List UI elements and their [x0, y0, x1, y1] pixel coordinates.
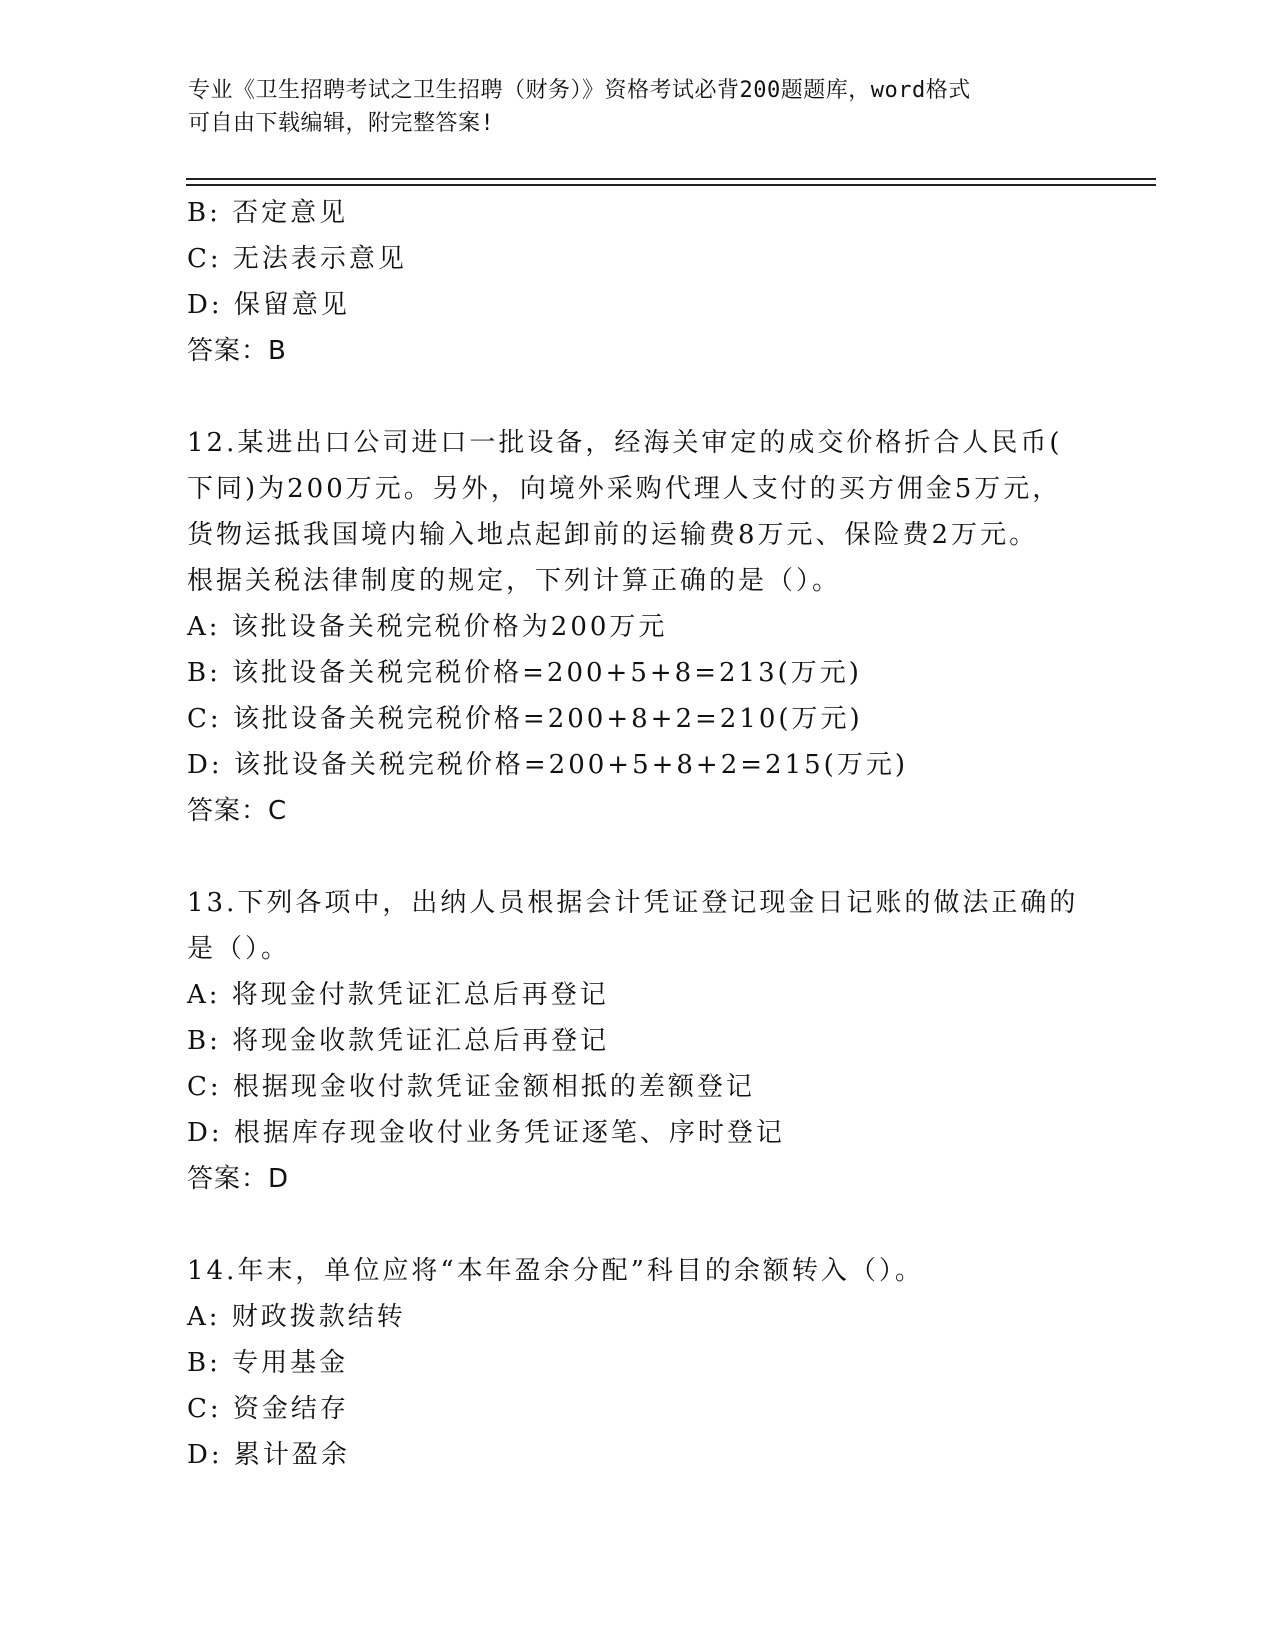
q12-answer: 答案：C — [187, 796, 288, 826]
q12-option-b: B: 该批设备关税完税价格=200+5+8=213(万元) — [187, 658, 862, 688]
q11-option-b: B: 否定意见 — [187, 198, 349, 228]
q14-option-d: D: 累计盈余 — [187, 1440, 350, 1470]
question-13 — [187, 880, 1087, 1202]
q14-option-b: B: 专用基金 — [187, 1348, 349, 1378]
question-12 — [187, 420, 1087, 834]
q13-stem-line: 是（）。 — [187, 934, 291, 964]
spacer — [187, 374, 1087, 420]
q12-option-d: D: 该批设备关税完税价格=200+5+8+2=215(万元) — [187, 750, 908, 780]
spacer — [187, 834, 1087, 880]
q13-option-d: D: 根据库存现金收付业务凭证逐笔、序时登记 — [187, 1118, 785, 1148]
question-list — [187, 190, 1087, 1478]
q13-option-c: C: 根据现金收付款凭证金额相抵的差额登记 — [187, 1072, 755, 1102]
q14-stem: 14.年末，单位应将“本年盈余分配”科目的余额转入（）。 — [187, 1256, 924, 1286]
header-divider-top — [186, 178, 1156, 180]
header-title-line-2: 可自由下载编辑，附完整答案! — [188, 111, 495, 136]
question-11 — [187, 190, 1087, 374]
header-divider-bottom — [186, 184, 1156, 186]
q11-answer: 答案：B — [187, 336, 287, 366]
q12-stem-line: 12.某进出口公司进口一批设备，经海关审定的成交价格折合人民币( — [187, 428, 1063, 458]
q13-answer: 答案：D — [187, 1164, 290, 1194]
q12-stem-line: 货物运抵我国境内输入地点起卸前的运输费8万元、保险费2万元。 — [187, 520, 1039, 550]
q12-stem-line: 下同)为200万元。另外，向境外采购代理人支付的买方佣金5万元， — [187, 474, 1062, 504]
question-14 — [187, 1248, 1087, 1478]
q11-option-d: D: 保留意见 — [187, 290, 350, 320]
q12-option-a: A: 该批设备关税完税价格为200万元 — [187, 612, 668, 642]
q13-option-b: B: 将现金收款凭证汇总后再登记 — [187, 1026, 610, 1056]
q14-option-a: A: 财政拨款结转 — [187, 1302, 406, 1332]
q14-option-c: C: 资金结存 — [187, 1394, 349, 1424]
q11-option-c: C: 无法表示意见 — [187, 244, 407, 274]
q12-option-c: C: 该批设备关税完税价格=200+8+2=210(万元) — [187, 704, 863, 734]
q13-option-a: A: 将现金付款凭证汇总后再登记 — [187, 980, 609, 1010]
spacer — [187, 1202, 1087, 1248]
q12-stem-line: 根据关税法律制度的规定，下列计算正确的是（）。 — [187, 566, 842, 596]
page-header — [188, 74, 1088, 140]
q13-stem-line: 13.下列各项中，出纳人员根据会计凭证登记现金日记账的做法正确的 — [187, 888, 1079, 918]
header-title-line-1: 专业《卫生招聘考试之卫生招聘（财务）》资格考试必背200题题库，word格式 — [188, 78, 971, 103]
